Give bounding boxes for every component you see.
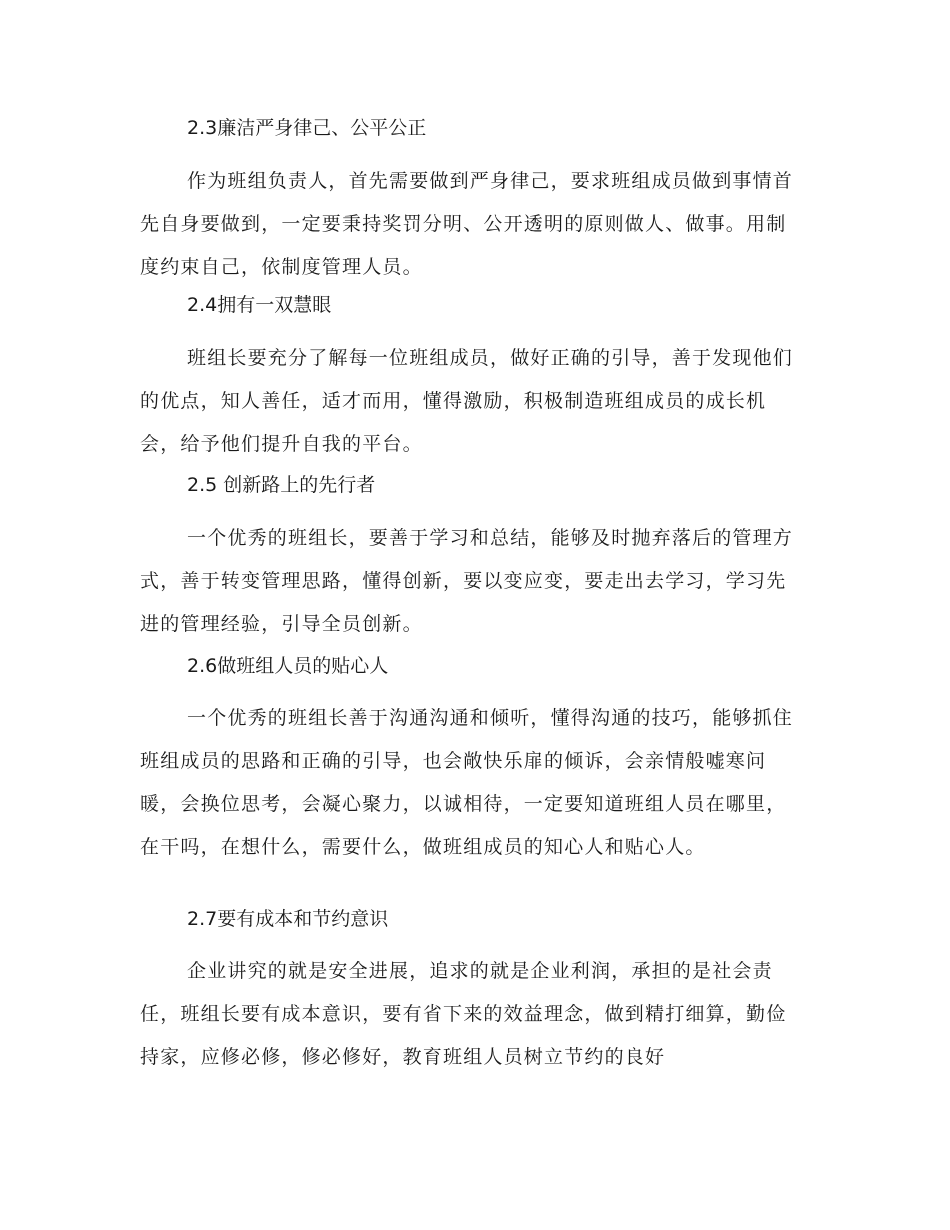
section-paragraph-2-6: 一个优秀的班组长善于沟通沟通和倾听，懂得沟通的技巧，能够抓住班组成员的思路和正确的引导，也会敞快乐扉的倾诉，会亲情般嘘寒问暖，会换位思考，会凝心聚力，以诚相待，一定要知道班组人员在哪里，在干吗，在想什么，需要什么，做班组成员的知心人和贴心人。 [140, 707, 794, 858]
section-heading-2-4: 2.4拥有一双慧眼 [187, 294, 332, 316]
section-paragraph-2-3: 作为班组负责人，首先需要做到严身律己，要求班组成员做到事情首先自身要做到，一定要秉持奖罚分明、公开透明的原则做人、做事。用制度约束自己，依制度管理人员。 [140, 170, 794, 278]
section-heading-2-3: 2.3廉洁严身律己、公平公正 [187, 117, 427, 139]
section-heading-2-5: 2.5 创新路上的先行者 [187, 474, 376, 496]
section-paragraph-2-7: 企业讲究的就是安全进展，追求的就是企业利润，承担的是社会责任，班组长要有成本意识，要有省下来的效益理念，做到精打细算，勤俭持家，应修必修，修必修好，教育班组人员树立节约的良好 [140, 960, 787, 1068]
section-heading-2-6: 2.6做班组人员的贴心人 [187, 655, 389, 677]
section-paragraph-2-4: 班组长要充分了解每一位班组成员，做好正确的引导，善于发现他们的优点，知人善任，适才而用，懂得激励，积极制造班组成员的成长机会，给予他们提升自我的平台。 [140, 347, 794, 455]
section-paragraph-2-5: 一个优秀的班组长，要善于学习和总结，能够及时抛弃落后的管理方式，善于转变管理思路，懂得创新，要以变应变，要走出去学习，学习先进的管理经验，引导全员创新。 [140, 527, 794, 635]
section-heading-2-7: 2.7要有成本和节约意识 [187, 908, 389, 930]
